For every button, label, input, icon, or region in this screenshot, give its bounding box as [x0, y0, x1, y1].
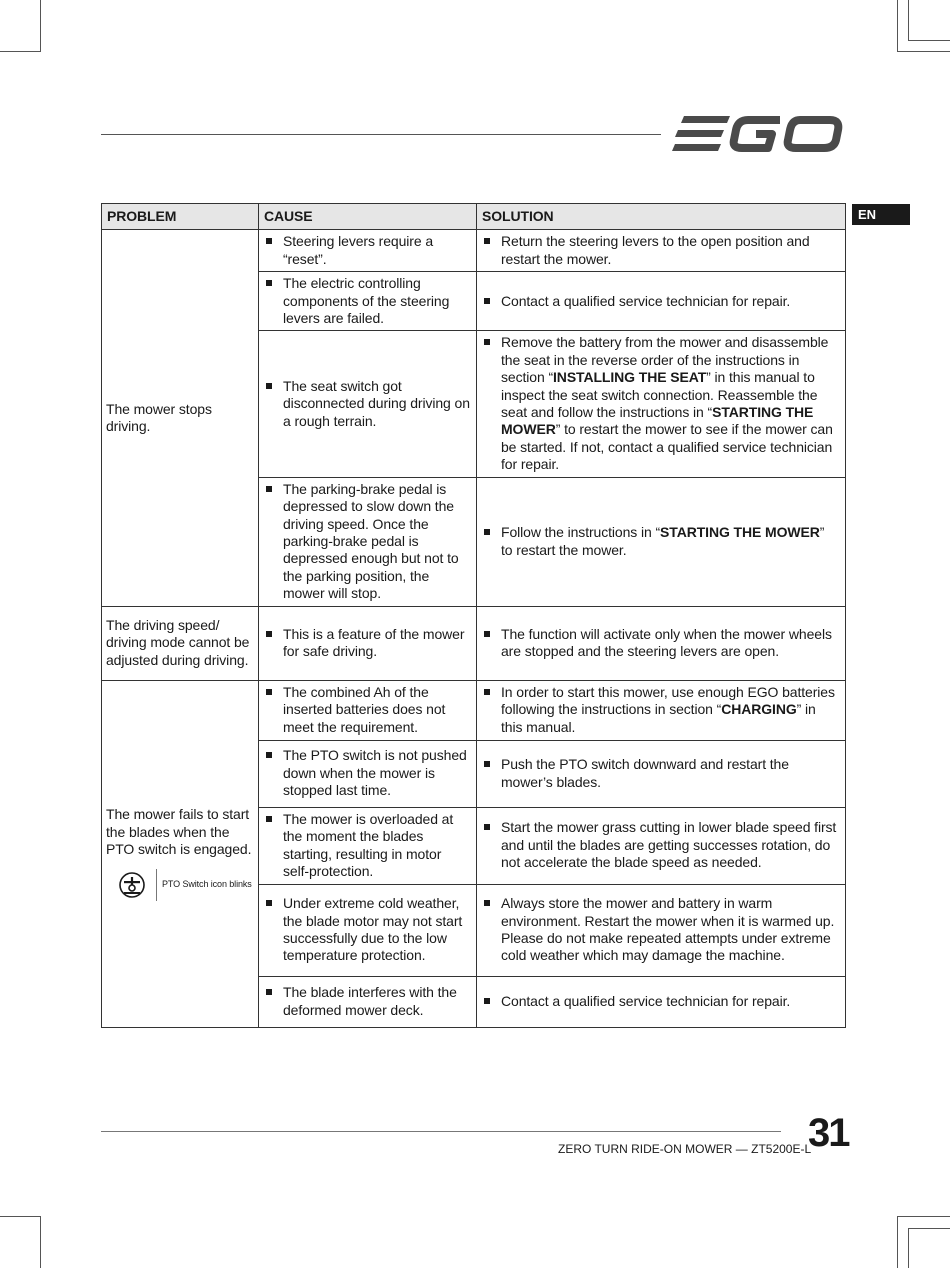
footer-text: ZERO TURN RIDE-ON MOWER — ZT5200E-L: [558, 1142, 812, 1156]
cause-text: The blade interferes with the deformed mower deck.: [263, 984, 472, 1019]
problem-cell: [102, 230, 259, 606]
solution-fragment: Contact a qualified service technician for repair.: [501, 992, 791, 1009]
cause-cell: [259, 606, 477, 680]
solution-cell: [477, 272, 846, 331]
solution-emphasis: CHARGING: [721, 701, 797, 718]
solution-text: [481, 293, 841, 310]
solution-fragment: The function will activate only when the mower wheels are stopped and the steering levers are open.: [501, 625, 832, 660]
cause-cell: [259, 680, 477, 740]
solution-text: [481, 993, 841, 1010]
solution-text: [481, 756, 841, 791]
problem-text: The mower fails to start the blades when the PTO switch is engaged.: [106, 806, 252, 858]
solution-text: [481, 524, 841, 559]
crop-mark: [908, 1228, 950, 1229]
solution-cell: [477, 740, 846, 807]
pto-label: PTO Switch icon blinks: [162, 879, 252, 890]
troubleshooting-table: [101, 203, 846, 1028]
problem-text: The mower stops driving.: [106, 400, 212, 434]
solution-cell: [477, 230, 846, 272]
solution-cell: [477, 884, 846, 976]
header-solution: SOLUTION: [477, 204, 846, 230]
solution-cell: [477, 680, 846, 740]
cause-text: The mower is overloaded at the moment the blades starting, resulting in motor self-protection.: [263, 811, 472, 881]
crop-mark: [0, 1216, 41, 1217]
cause-text: The PTO switch is not pushed down when the mower is stopped last time.: [263, 747, 472, 799]
cause-cell: [259, 976, 477, 1027]
solution-fragment: Always store the mower and battery in warm environment. Restart the mower when it is warmed up. Please do not make repeated attempts under extreme cold weather which may damage the machine.: [501, 895, 835, 964]
pto-divider: [156, 869, 157, 901]
crop-mark: [40, 1216, 41, 1268]
cause-text: Steering levers require a “reset”.: [263, 233, 472, 268]
solution-emphasis: STARTING THE MOWER: [501, 404, 814, 438]
cause-text: The parking-brake pedal is depressed to slow down the driving speed. Once the parking-brake pedal is depressed enough but not to the parking position, the mower will stop.: [263, 481, 472, 603]
solution-fragment: ” to restart the mower to see if the mower can be started. If not, contact a qualified service technician for repair.: [501, 421, 833, 473]
solution-cell: [477, 807, 846, 884]
crop-mark: [897, 0, 898, 52]
table-header-row: [102, 204, 846, 230]
solution-fragment: Start the mower grass cutting in lower blade speed first and until the blades are getting successes rotation, do not accelerate the blade speed as needed.: [501, 819, 837, 871]
cause-text: Under extreme cold weather, the blade motor may not start successfully due to the low temperature protection.: [263, 895, 472, 965]
crop-mark: [908, 0, 909, 40]
footer-rule: [101, 1131, 781, 1132]
crop-mark: [908, 40, 950, 41]
solution-fragment: ” to restart the mower.: [501, 524, 825, 558]
header-rule: [101, 134, 661, 135]
solution-fragment: Follow the instructions in “: [501, 524, 661, 541]
crop-mark: [897, 1216, 898, 1268]
solution-cell: [477, 331, 846, 477]
crop-mark: [897, 51, 950, 52]
cause-text: This is a feature of the mower for safe driving.: [263, 626, 472, 661]
solution-text: [481, 895, 841, 965]
cause-cell: [259, 331, 477, 477]
solution-text: [481, 684, 841, 736]
crop-mark: [40, 0, 41, 52]
pto-indicator: [106, 869, 254, 901]
crop-mark: [897, 1216, 950, 1217]
solution-emphasis: STARTING THE MOWER: [660, 524, 820, 541]
solution-fragment: ” in this manual.: [501, 701, 816, 735]
solution-fragment: Contact a qualified service technician for repair.: [501, 292, 791, 309]
cause-text: The electric controlling components of the steering levers are failed.: [263, 275, 472, 327]
cause-cell: [259, 807, 477, 884]
ego-logo: [672, 112, 844, 156]
page-number: 31: [808, 1111, 849, 1155]
problem-cell: [102, 680, 259, 1027]
crop-mark: [908, 1228, 909, 1268]
solution-cell: [477, 477, 846, 606]
problem-text: The driving speed/ driving mode cannot be adjusted during driving.: [106, 616, 250, 668]
solution-fragment: Push the PTO switch downward and restart the mower’s blades.: [501, 756, 789, 790]
table-row: [102, 230, 846, 272]
header-problem: PROBLEM: [102, 204, 259, 230]
solution-cell: [477, 976, 846, 1027]
cause-cell: [259, 884, 477, 976]
cause-text: The seat switch got disconnected during driving on a rough terrain.: [263, 378, 472, 430]
solution-text: [481, 334, 841, 473]
solution-text: [481, 233, 841, 268]
language-tab: EN: [852, 204, 910, 225]
solution-cell: [477, 606, 846, 680]
crop-mark: [0, 51, 41, 52]
solution-fragment: In order to start this mower, use enough EGO batteries following the instructions in section “: [501, 683, 835, 718]
cause-cell: [259, 740, 477, 807]
solution-text: [481, 819, 841, 871]
solution-emphasis: INSTALLING THE SEAT: [553, 369, 707, 386]
solution-fragment: ” in this manual to inspect the seat switch connection. Reassemble the seat and follow the instructions in “: [501, 369, 818, 421]
cause-cell: [259, 477, 477, 606]
cause-text: The combined Ah of the inserted batteries does not meet the requirement.: [263, 684, 472, 736]
pto-switch-icon: [118, 871, 146, 899]
header-cause: CAUSE: [259, 204, 477, 230]
solution-fragment: Remove the battery from the mower and disassemble the seat in the reverse order of the instructions in section “: [501, 334, 829, 386]
problem-cell: [102, 606, 259, 680]
cause-cell: [259, 230, 477, 272]
solution-fragment: Return the steering levers to the open position and restart the mower.: [501, 233, 810, 267]
table-row: [102, 606, 846, 680]
table-row: [102, 680, 846, 740]
cause-cell: [259, 272, 477, 331]
solution-text: [481, 626, 841, 661]
